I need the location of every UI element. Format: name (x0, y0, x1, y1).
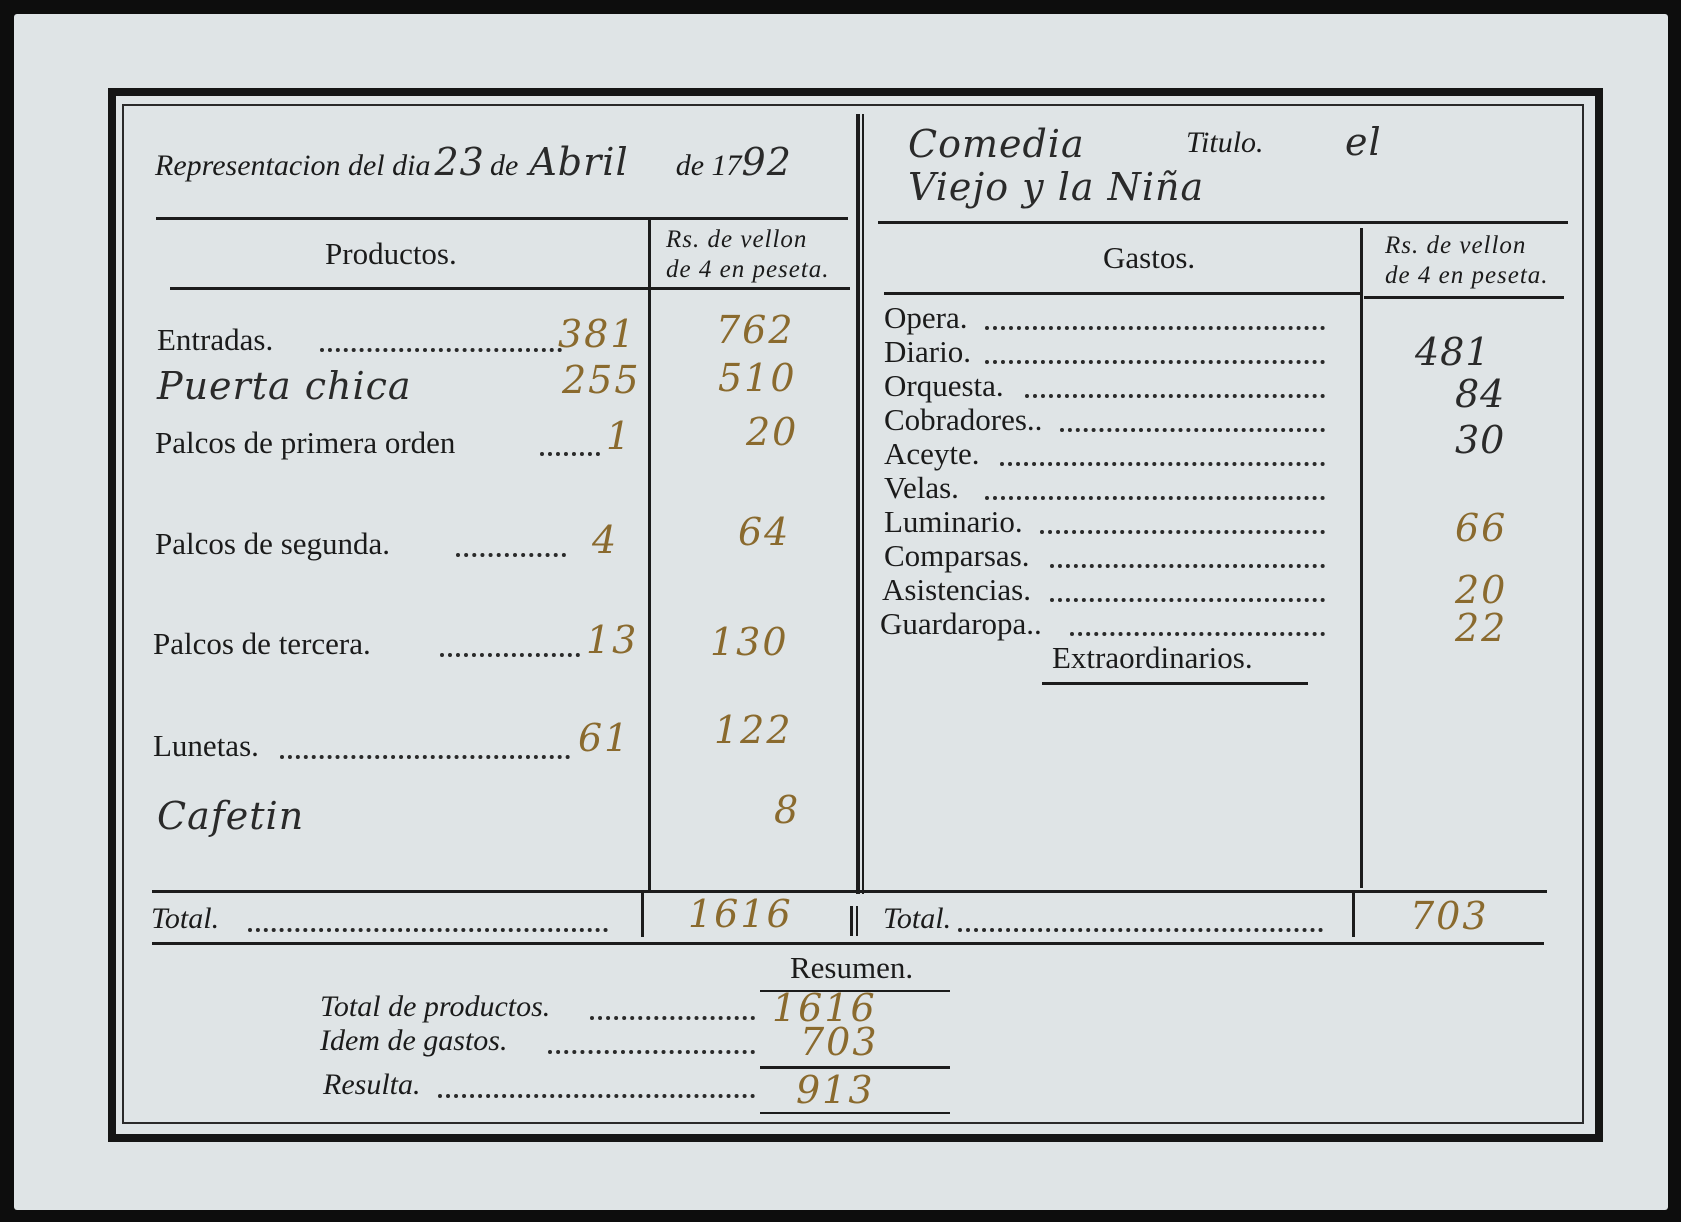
dot-leader (1070, 632, 1325, 636)
dot-leader (440, 653, 580, 657)
resumen-row-value: 913 (796, 1068, 875, 1112)
genre-value: Comedia (908, 122, 1085, 166)
gastos-row-label: Diario. (884, 334, 971, 369)
rule-gastos-sub-2 (1364, 296, 1564, 299)
productos-row-amount: 510 (718, 356, 797, 400)
productos-row-label: Entradas. (157, 322, 274, 357)
year-suffix: 92 (741, 140, 792, 184)
title-line1: el (1345, 120, 1382, 164)
gastos-row-amount: 30 (1455, 418, 1506, 462)
dot-leader (1025, 394, 1325, 398)
year-prefix: de 17 (675, 149, 742, 182)
resumen-row-value: 703 (800, 1020, 879, 1064)
titulo-label: Titulo. (1186, 126, 1264, 159)
resumen-row-label: Idem de gastos. (320, 1024, 508, 1057)
productos-row-amount: 20 (746, 410, 799, 454)
gastos-amount-divider (1360, 228, 1363, 888)
gastos-row-label: Orquesta. (884, 368, 1004, 403)
gastos-row-amount: 84 (1455, 372, 1506, 416)
dot-leader (248, 928, 608, 932)
gastos-row-amount: 481 (1415, 330, 1491, 374)
extraordinarios-underline (1042, 682, 1308, 685)
productos-row-label: Lunetas. (153, 728, 259, 763)
productos-units-1: Rs. de vellon (666, 226, 808, 253)
productos-row-amount: 130 (710, 620, 789, 664)
productos-row-label: Palcos de segunda. (155, 526, 391, 561)
day-value: 23 (434, 140, 485, 184)
gastos-row-label: Cobradores.. (884, 402, 1043, 437)
dot-leader (1050, 564, 1325, 568)
rule-left-header (156, 217, 848, 220)
total-divider-right (1352, 893, 1355, 937)
productos-row-amount: 762 (716, 308, 795, 352)
center-divider (856, 114, 860, 894)
productos-row-label: Palcos de tercera. (153, 626, 371, 661)
gastos-units-1: Rs. de vellon (1385, 232, 1527, 259)
gastos-row-label: Aceyte. (884, 436, 980, 471)
productos-total-value: 1616 (688, 892, 793, 936)
representacion-label: Representacion del dia (155, 149, 431, 182)
resumen-rule-bottom (760, 1112, 950, 1114)
dot-leader (985, 496, 1325, 500)
total-divider-center-2 (856, 906, 858, 936)
total-divider-left (641, 893, 644, 937)
dot-leader (438, 1094, 755, 1098)
dot-leader (540, 452, 600, 456)
dot-leader (590, 1016, 755, 1020)
gastos-row-label: Comparsas. (884, 538, 1030, 573)
gastos-units-2: de 4 en peseta. (1385, 262, 1549, 289)
resumen-row-label: Resulta. (323, 1068, 421, 1101)
dot-leader (320, 348, 562, 352)
rule-gastos-sub (884, 292, 1360, 295)
gastos-row-label: Opera. (884, 300, 968, 335)
resumen-heading: Resumen. (790, 950, 914, 985)
productos-units-2: de 4 en peseta. (666, 256, 830, 283)
dot-leader (548, 1050, 755, 1054)
dot-leader (985, 326, 1325, 330)
gastos-row-amount: 66 (1455, 506, 1508, 550)
productos-row-label: Cafetin (157, 794, 305, 838)
dot-leader (1050, 598, 1325, 602)
dot-leader (1000, 462, 1325, 466)
gastos-total-value: 703 (1410, 894, 1489, 938)
productos-row-count: 1 (606, 414, 633, 458)
gastos-row-amount: 20 (1455, 568, 1508, 612)
productos-total-label: Total. (151, 902, 220, 935)
gastos-heading: Gastos. (1103, 240, 1196, 275)
de-label: de (489, 149, 519, 182)
dot-leader (280, 755, 570, 759)
rule-right-header (878, 221, 1568, 224)
rule-productos-sub (170, 287, 850, 290)
resumen-row-label: Total de productos. (320, 990, 551, 1023)
productos-row-count: 381 (558, 312, 637, 356)
dot-leader (958, 928, 1323, 932)
productos-row-count: 4 (592, 518, 619, 562)
productos-row-amount: 8 (774, 788, 801, 832)
productos-row-count: 61 (578, 716, 631, 760)
productos-row-amount: 64 (738, 510, 791, 554)
dot-leader (1040, 530, 1325, 534)
productos-amount-divider (648, 218, 651, 890)
month-value: Abril (529, 140, 629, 184)
rule-totals-bottom (152, 942, 1544, 945)
gastos-row-label: Guardaropa.. (880, 606, 1042, 641)
resumen-row-value: 1616 (772, 986, 877, 1030)
gastos-total-label: Total. (883, 902, 952, 935)
productos-row-count: 13 (586, 618, 639, 662)
gastos-row-label: Velas. (884, 470, 959, 505)
productos-heading: Productos. (325, 236, 457, 271)
dot-leader (1060, 428, 1325, 432)
rule-totals-top (152, 890, 1547, 893)
total-divider-center (850, 906, 853, 936)
productos-row-label: Palcos de primera orden (155, 425, 456, 460)
productos-row-label: Puerta chica (157, 364, 412, 408)
title-line2: Viejo y la Niña (908, 165, 1205, 209)
extraordinarios-label: Extraordinarios. (1052, 640, 1253, 675)
dot-leader (985, 360, 1325, 364)
gastos-row-amount: 22 (1455, 606, 1508, 650)
gastos-row-label: Luminario. (884, 504, 1023, 539)
productos-row-count: 255 (562, 358, 641, 402)
header-date (155, 140, 792, 184)
productos-row-amount: 122 (714, 708, 793, 752)
gastos-row-label: Asistencias. (882, 572, 1031, 607)
dot-leader (456, 553, 566, 557)
center-divider-2 (862, 114, 864, 894)
